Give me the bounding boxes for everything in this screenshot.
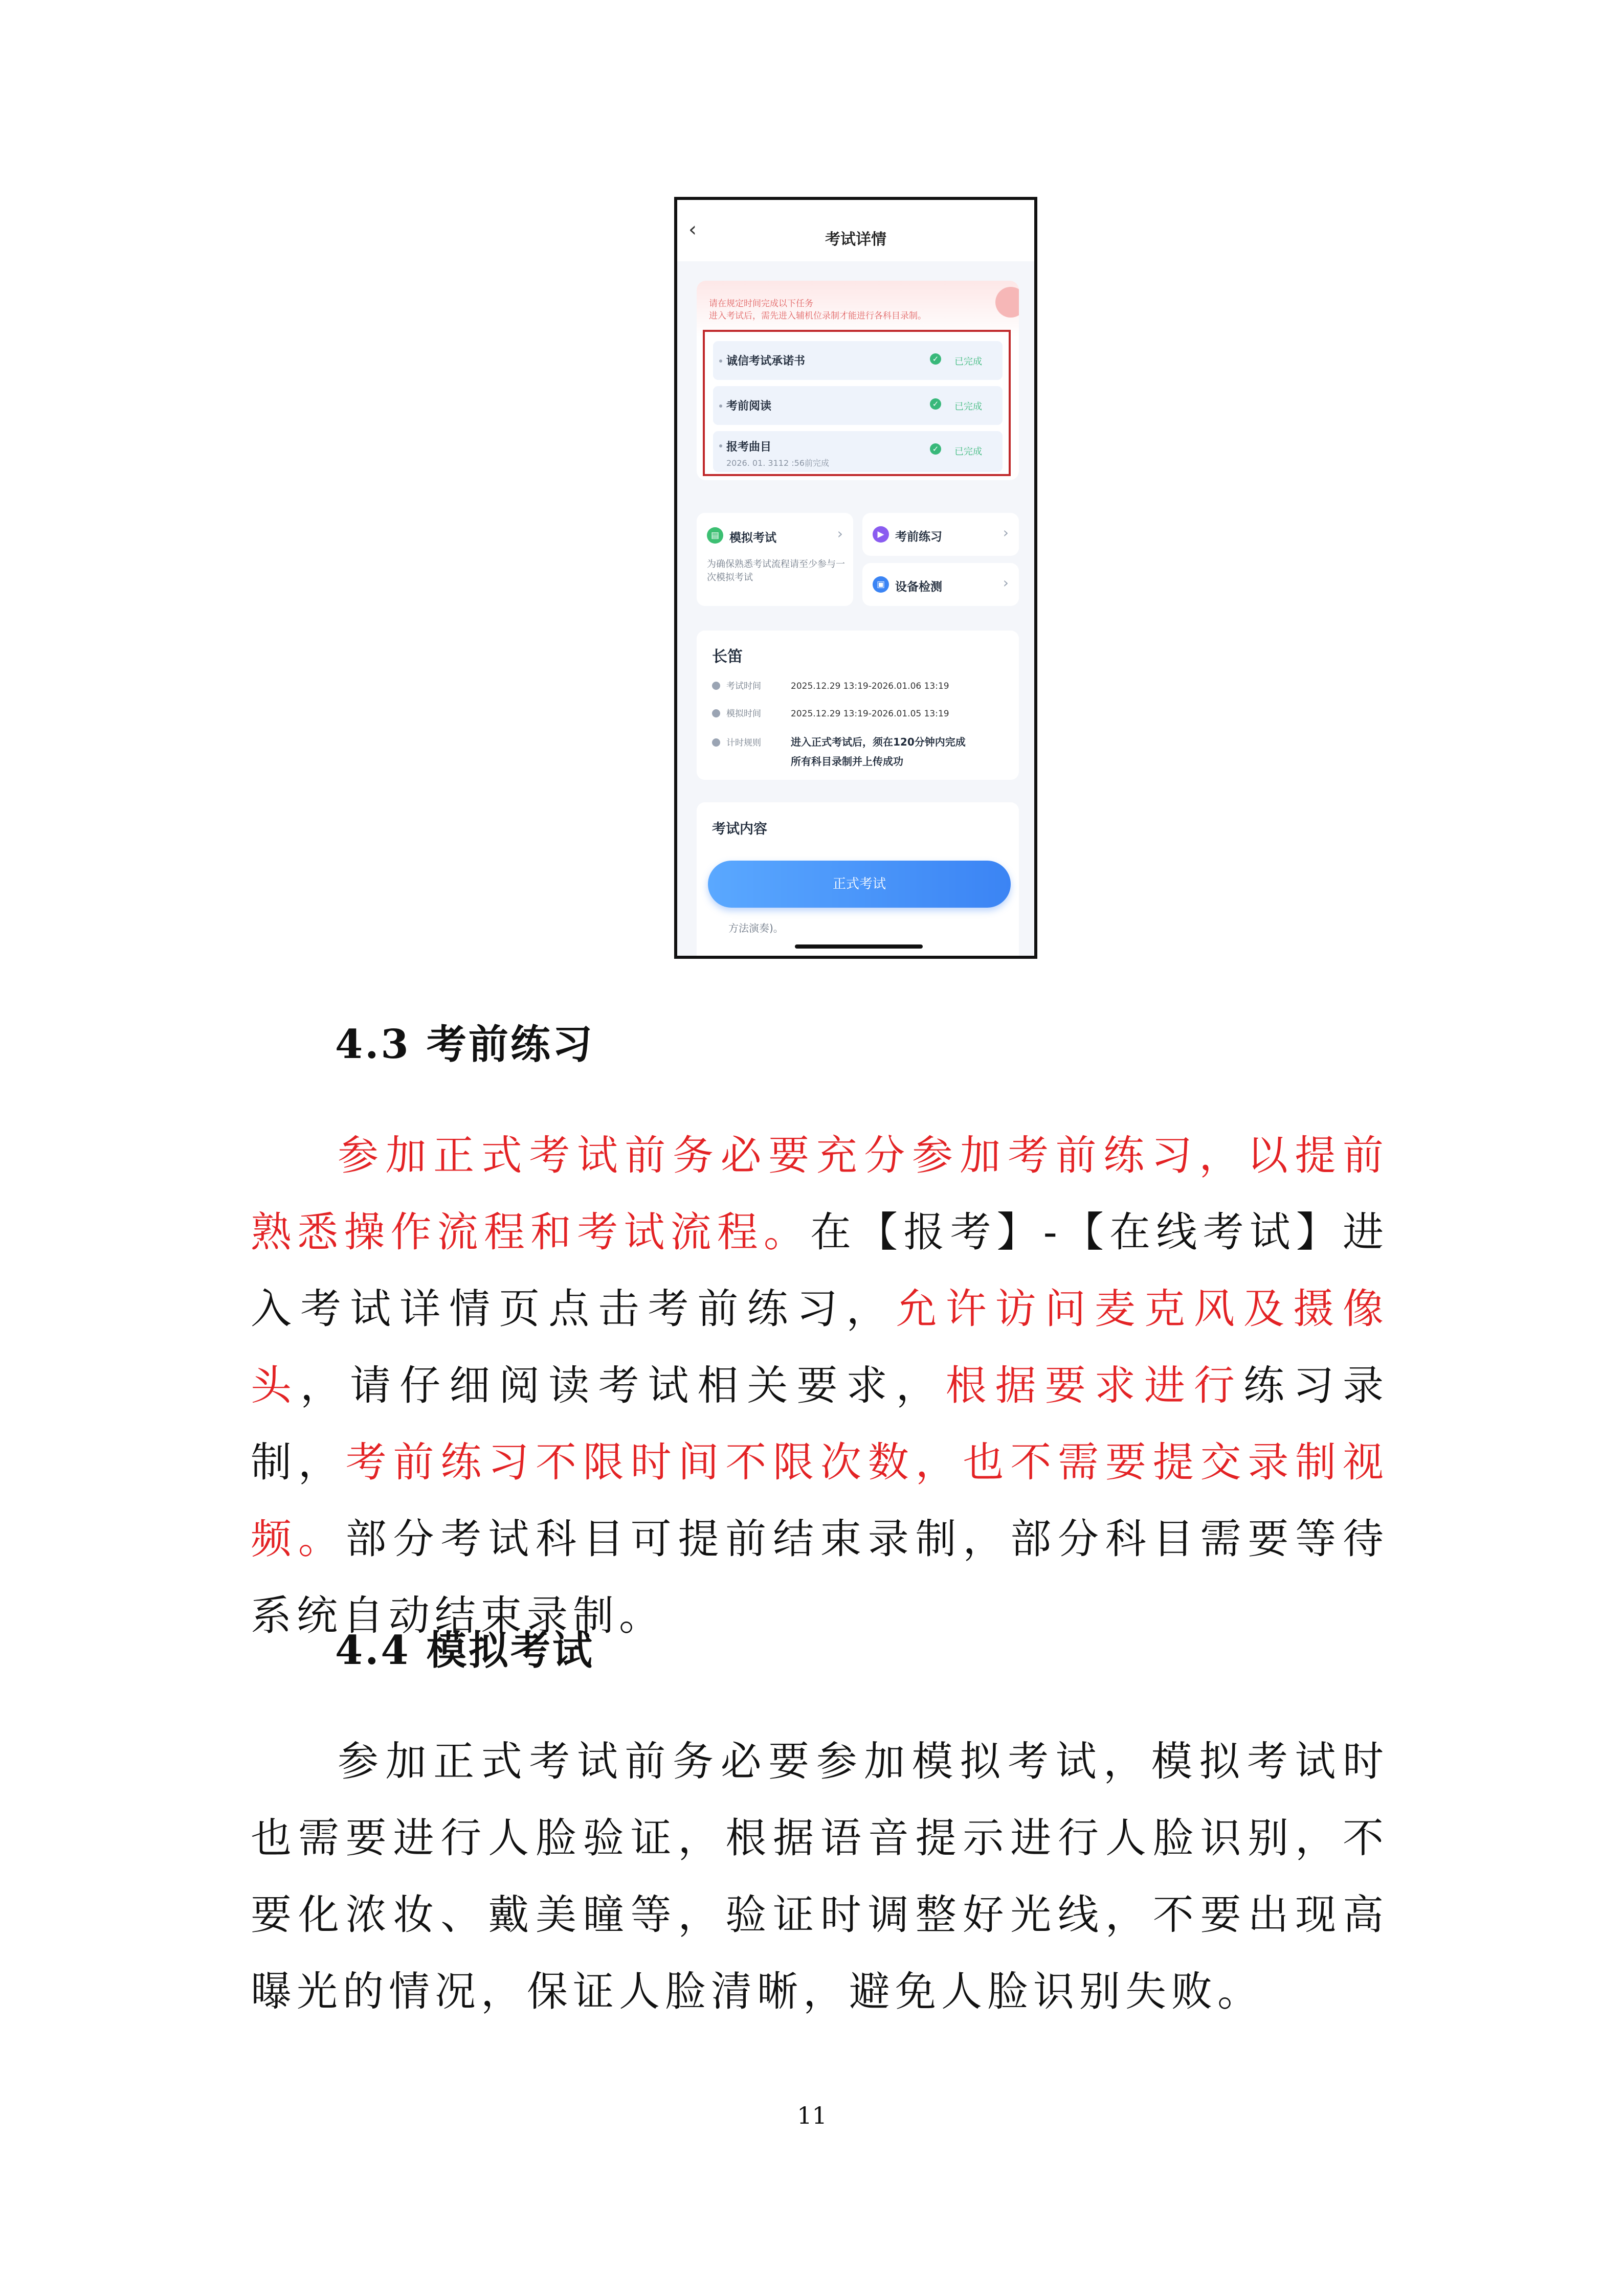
phone-screenshot (674, 197, 1037, 959)
exam-name: 长笛 (712, 648, 743, 666)
check-icon: ✓ (930, 353, 941, 365)
paragraph-4-4: 参加正式考试前务必要参加模拟考试，模拟考试时也需要进行人脸验证，根据语音提示进行人脸识别，不要化浓妆、戴美瞳等，验证时调整好光线，不要出现高曝光的情况，保证人脸清晰，避免人脸识别失败。 (251, 1738, 1389, 2015)
start-exam-button[interactable]: 正式考试 (708, 861, 1011, 908)
app-header (677, 200, 1034, 261)
paragraph-4-3 (251, 1117, 1389, 1654)
task-name: 诚信考试承诺书 (726, 355, 806, 368)
task-status: 已完成 (954, 446, 982, 457)
text-segment: 根据要求进行 (945, 1362, 1243, 1409)
mock-exam-card[interactable] (697, 513, 853, 606)
play-icon: ▶ (873, 526, 889, 543)
practice-card[interactable] (862, 513, 1019, 556)
heading-4-3: 4.3 考前练习 (335, 1021, 594, 1068)
task-item[interactable] (713, 341, 1003, 380)
text-segment: 练习录制， (251, 1362, 1389, 1486)
practice-label: 考前练习 (895, 530, 942, 544)
mock-time-row: 模拟时间 2025.12.29 13:19-2026.01.05 13:19 (712, 706, 1009, 719)
chevron-right-icon: › (837, 525, 843, 542)
text-segment: 允许访问麦克风及摄像头 (251, 1285, 1389, 1409)
device-check-card[interactable] (862, 563, 1019, 606)
clock-icon (712, 709, 720, 717)
task-notice: 进入考试后，需先进入辅机位录制才能进行各科目录制。 (709, 311, 926, 321)
heading-4-4: 4.4 模拟考试 (335, 1627, 594, 1674)
chevron-right-icon: › (1003, 524, 1009, 541)
home-indicator (795, 944, 923, 949)
task-name: 考前阅读 (726, 400, 772, 413)
content-snippet: 方法演奏)。 (728, 922, 784, 934)
page-title: 考试详情 (825, 231, 886, 249)
clock-icon (712, 682, 720, 690)
chevron-right-icon: › (1003, 574, 1009, 591)
info-icon (712, 738, 720, 747)
mock-exam-desc: 为确保熟悉考试流程请至少参与一次模拟考试 (707, 559, 845, 583)
exam-time-row: 考试时间 2025.12.29 13:19-2026.01.06 13:19 (712, 679, 1009, 691)
timing-rule-row-2: 所有科目录制并上传成功 (791, 755, 903, 768)
task-status: 已完成 (954, 401, 982, 412)
mock-exam-label: 模拟考试 (729, 531, 776, 545)
device-check-label: 设备检测 (895, 580, 942, 594)
chevron-left-icon[interactable]: ‹ (688, 218, 697, 241)
text-segment: 部分考试科目可提前结束录制，部分科目需要等待系统自动结束录制。 (251, 1515, 1389, 1639)
task-notice: 请在规定时间完成以下任务 (709, 299, 813, 309)
check-icon: ✓ (930, 398, 941, 410)
text-segment: 在【报考】-【在线考试】进入考试详情页点击考前练习， (251, 1208, 1389, 1333)
clipboard-icon: ▤ (707, 527, 723, 544)
content-title: 考试内容 (712, 821, 767, 837)
task-name: 报考曲目 (726, 441, 772, 454)
task-item[interactable] (713, 386, 1003, 425)
page-number: 11 (797, 2102, 827, 2129)
task-item[interactable] (713, 431, 1003, 472)
task-status: 已完成 (954, 356, 982, 367)
device-icon: ▣ (873, 576, 889, 593)
exam-info-card (697, 631, 1019, 780)
text-segment: ，请仔细阅读考试相关要求， (300, 1362, 946, 1409)
text-segment: 参加正式考试前务必要充分参加考前练习，以提前熟悉操作流程和考试流程。 (251, 1132, 1389, 1256)
task-card (697, 281, 1019, 480)
timing-rule-row: 计时规则 进入正式考试后，须在120分钟内完成 (712, 734, 1009, 749)
check-icon: ✓ (930, 443, 941, 455)
task-deadline: 2026. 01. 3112 :56前完成 (726, 458, 829, 468)
text-segment: 考前练习不限时间不限次数，也不需要提交录制视频。 (251, 1438, 1389, 1563)
